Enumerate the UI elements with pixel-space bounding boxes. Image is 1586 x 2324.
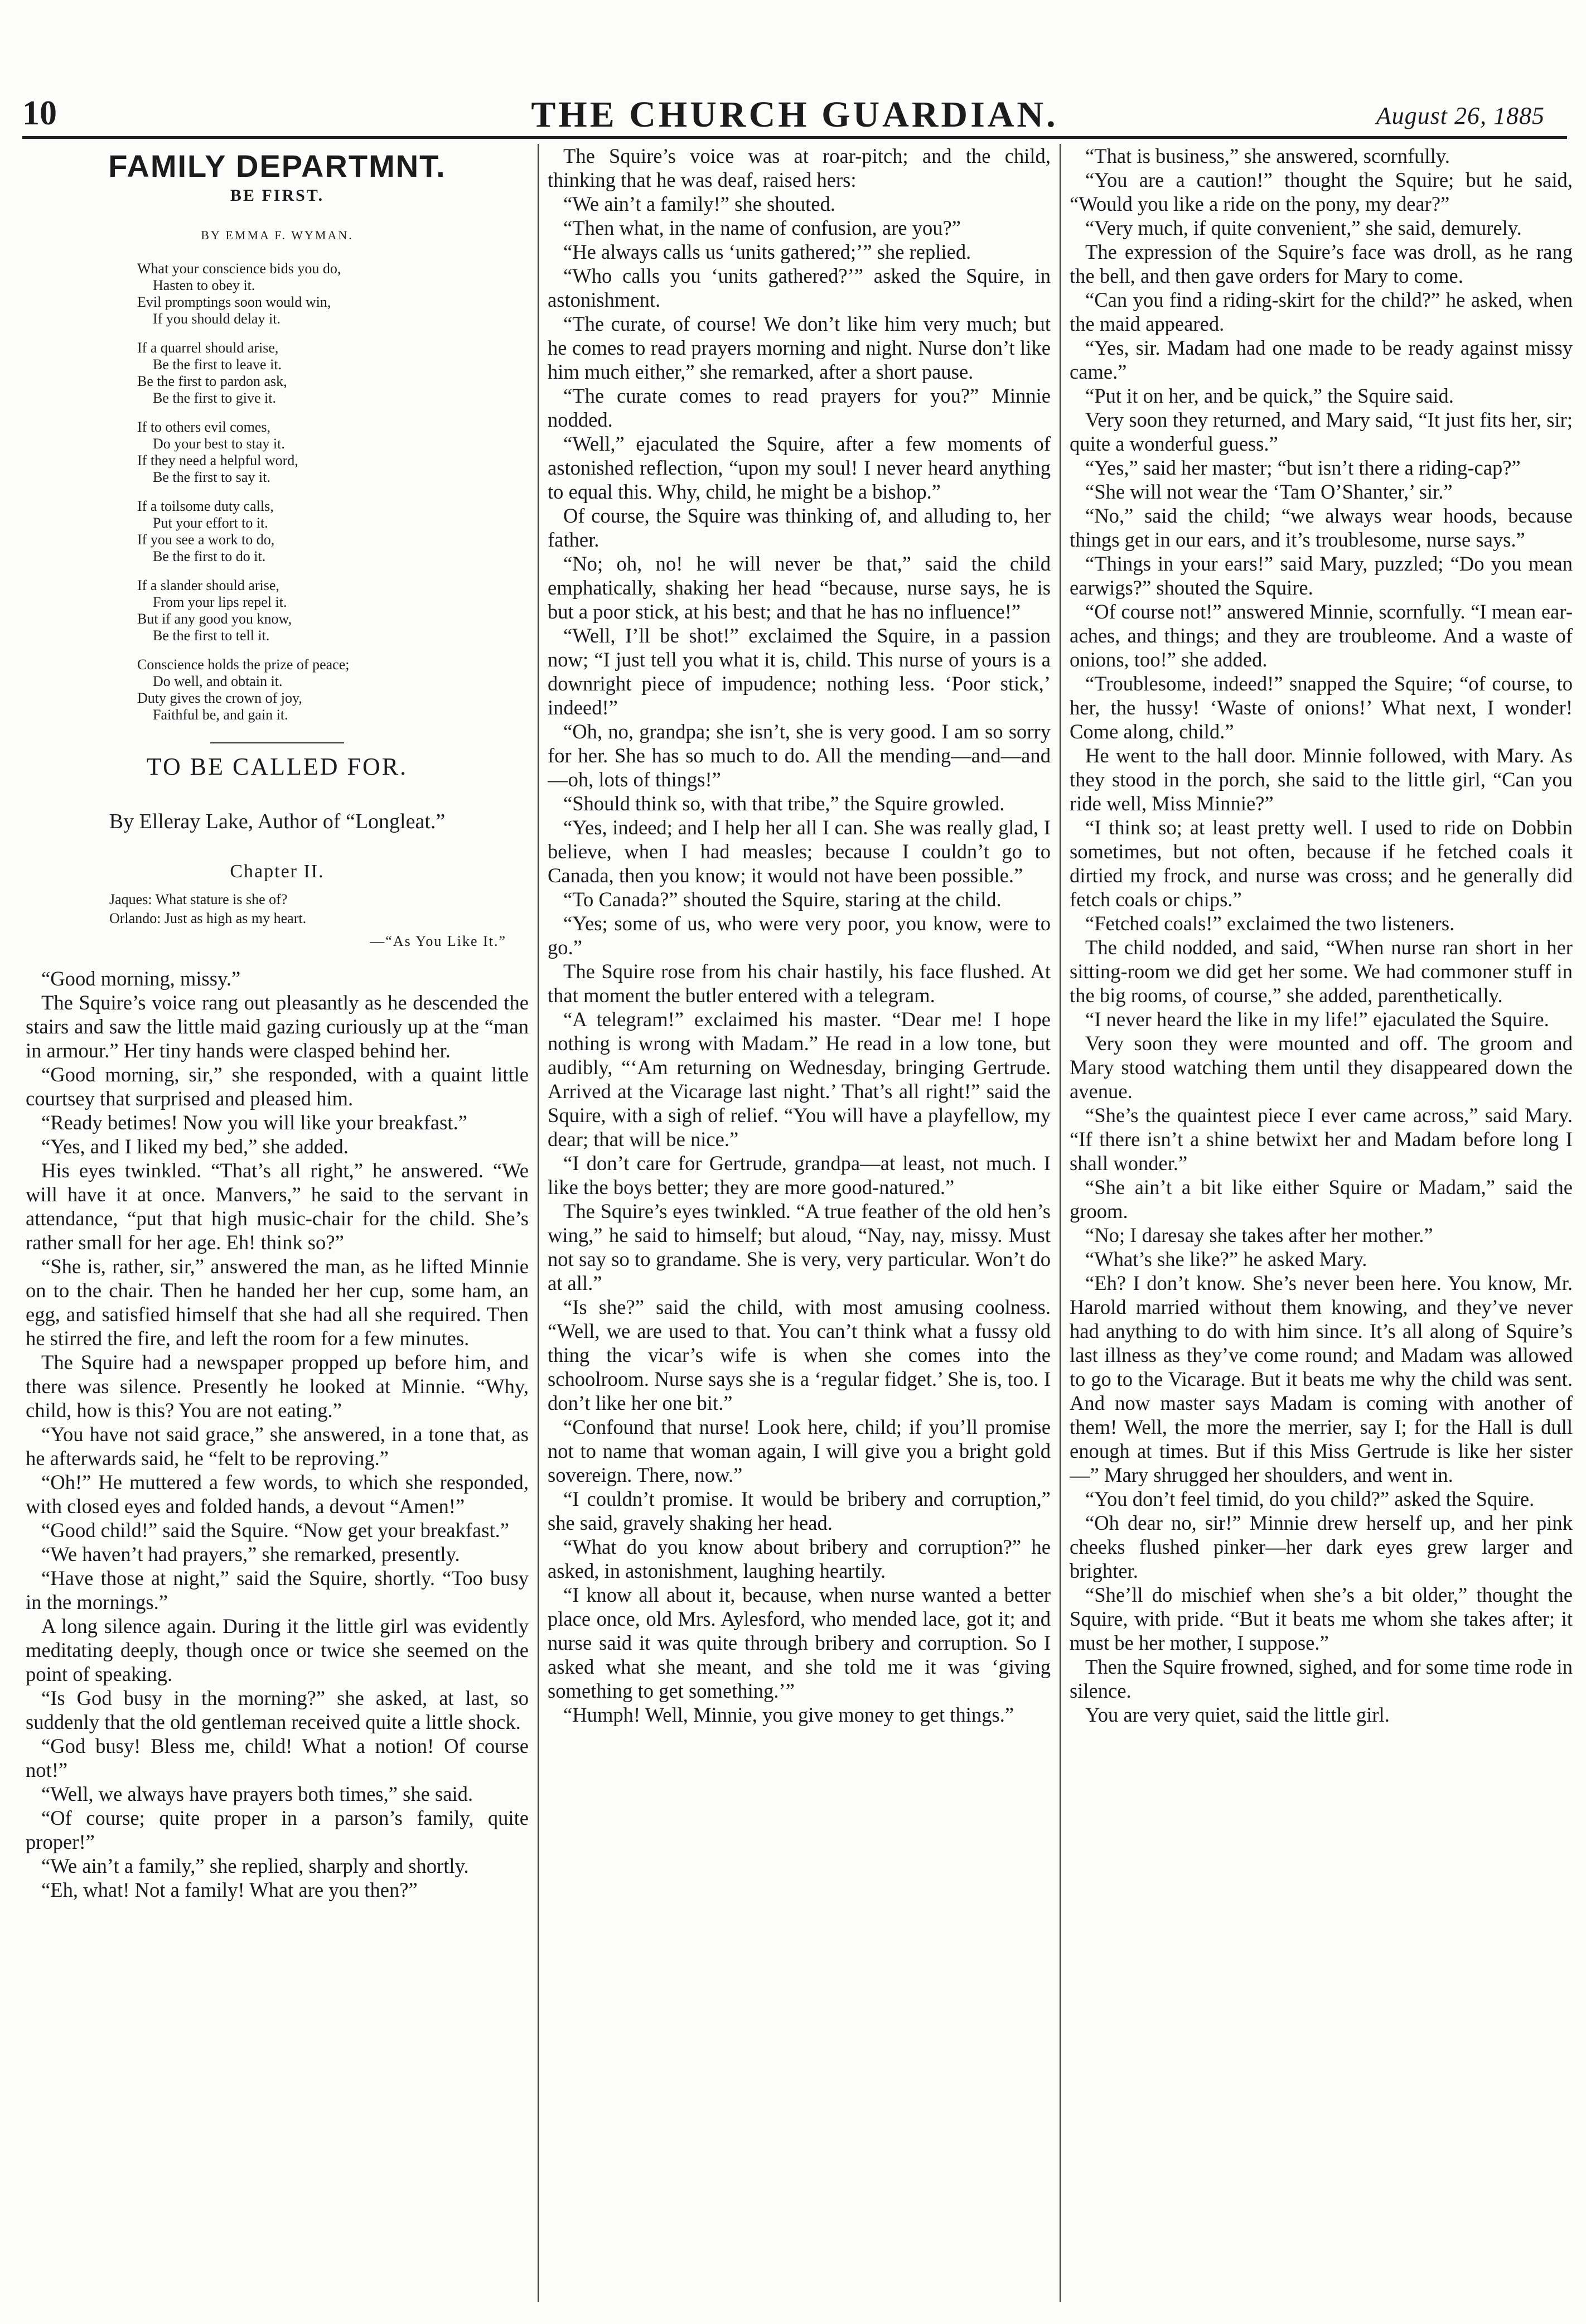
poem-stanza xyxy=(137,340,529,407)
story-paragraph: A long silence again. During it the little girl was evidently meditating deeply, though once or twice she seemed on the point of speaking. xyxy=(26,1615,529,1685)
epigraph-line: Orlando: Just as high as my heart. xyxy=(109,910,307,926)
story-paragraph: “Oh!” He muttered a few words, to which she responded, with closed eyes and folded hands, a devout “Amen!” xyxy=(26,1471,529,1518)
page-number: 10 xyxy=(22,94,57,132)
poem-line: Duty gives the crown of joy, xyxy=(137,690,302,706)
story-paragraph: “Should think so, with that tribe,” the Squire growled. xyxy=(563,792,1005,815)
poem-line: If a quarrel should arise, xyxy=(137,340,279,356)
poem-line: Be the first to say it. xyxy=(153,469,270,485)
column-3 xyxy=(1070,144,1573,2302)
masthead xyxy=(22,94,1567,133)
poem-stanza xyxy=(137,260,529,327)
story-paragraph: “No; I daresay she takes after her mother.” xyxy=(1085,1224,1433,1246)
story-paragraph: “Yes, indeed; and I help her all I can. She was really glad, I believe, when I had measles; because I couldn’t go to Canada, then you know; it would not have been possible.” xyxy=(548,816,1051,887)
column-2 xyxy=(548,144,1051,2302)
paper-title: THE CHURCH GUARDIAN. xyxy=(531,94,1058,135)
poem-line: Be the first to give it. xyxy=(153,390,276,406)
epigraph-source: —“As You Like It.” xyxy=(370,933,506,949)
story-paragraph: “Oh dear no, sir!” Minnie drew herself up, and her pink cheeks flushed pinker—her dark eyes grew larger and brighter. xyxy=(1070,1511,1573,1582)
story-title: TO BE CALLED FOR. xyxy=(146,753,408,780)
story-paragraph: “Yes, sir. Madam had one made to be ready against missy came.” xyxy=(1070,336,1573,383)
story-paragraph: “You don’t feel timid, do you child?” asked the Squire. xyxy=(1085,1487,1535,1510)
story-paragraph: “God busy! Bless me, child! What a notion! Of course not!” xyxy=(26,1734,529,1781)
story-paragraph: “I couldn’t promise. It would be bribery and corruption,” she said, gravely shaking her head. xyxy=(548,1487,1051,1534)
column-1-text xyxy=(26,967,529,1902)
story-paragraph: “He always calls us ‘units gathered;’” she replied. xyxy=(563,240,971,263)
poem-line: Be the first to pardon ask, xyxy=(137,373,287,389)
story-paragraph: The child nodded, and said, “When nurse ran short in her sitting-room we did get her some. We had commoner stuff in the big rooms, of course,” she added, parenthetically. xyxy=(1070,936,1573,1007)
poem-line: If to others evil comes, xyxy=(137,419,270,435)
story-paragraph: “Yes; some of us, who were very poor, you know, were to go.” xyxy=(548,912,1051,959)
story-paragraph: “Well,” ejaculated the Squire, after a few moments of astonished reflection, “upon my soul! I never heard anything to equal this. Why, child, he might be a bishop.” xyxy=(548,432,1051,503)
poem-line: Do well, and obtain it. xyxy=(153,673,283,689)
story-paragraph: “Very much, if quite convenient,” she said, demurely. xyxy=(1085,216,1522,239)
story-paragraph: “No,” said the child; “we always wear hoods, because things get in our ears, and it’s troublesome, nurse says.” xyxy=(1070,504,1573,551)
story-paragraph: “Is God busy in the morning?” she asked, at last, so suddenly that the old gentleman received quite a little shock. xyxy=(26,1687,529,1733)
story-paragraph: “She will not wear the ‘Tam O’Shanter,’ sir.” xyxy=(1085,480,1453,503)
story-paragraph: “We ain’t a family,” she replied, sharply and shortly. xyxy=(41,1854,469,1877)
story-paragraph: “Things in your ears!” said Mary, puzzled; “Do you mean earwigs?” shouted the Squire. xyxy=(1070,552,1573,599)
poem-author: BY EMMA F. WYMAN. xyxy=(201,228,354,242)
story-paragraph: “I don’t care for Gertrude, grandpa—at least, not much. I like the boys better; they are more good-natured.” xyxy=(548,1152,1051,1199)
story-paragraph: “Yes, and I liked my bed,” she added. xyxy=(41,1135,349,1158)
chapter-heading: Chapter II. xyxy=(230,861,325,882)
story-paragraph: “No; oh, no! he will never be that,” said the child emphatically, shaking her head “because, nurse says, he is but a poor stick, at his best; and that he has no influence!” xyxy=(548,552,1051,623)
story-paragraph: “Of course; quite proper in a parson’s family, quite proper!” xyxy=(26,1806,529,1853)
story-paragraph: “We haven’t had prayers,” she remarked, presently. xyxy=(41,1543,460,1566)
story-paragraph: “We ain’t a family!” she shouted. xyxy=(563,192,835,215)
story-paragraph: “She is, rather, sir,” answered the man, as he lifted Minnie on to the chair. Then he handed her her cup, some ham, an egg, and satisfied himself that she had all she required. Then he stirred the fire, and left the room for a few minutes. xyxy=(26,1255,529,1350)
story-paragraph: His eyes twinkled. “That’s all right,” he answered. “We will have it at once. Manvers,” he said to the servant in attendance, “put that high music-chair for the child. She’s rather small for her age. Eh! think so?” xyxy=(26,1159,529,1254)
column-2-text xyxy=(548,144,1051,1727)
issue-date: August 26, 1885 xyxy=(1376,102,1545,129)
story-paragraph: “Troublesome, indeed!” snapped the Squire; “of course, to her, the hussy! ‘Waste of onions!’ What next, I wonder! Come along, child.” xyxy=(1070,672,1573,743)
story-paragraph: The Squire’s voice rang out pleasantly as he descended the stairs and saw the little maid gazing curiously up at the “man in armour.” Her tiny hands were clasped behind her. xyxy=(26,991,529,1062)
poem-line: Hasten to obey it. xyxy=(153,277,255,293)
story-paragraph: Then the Squire frowned, sighed, and for some time rode in silence. xyxy=(1070,1655,1573,1702)
story-paragraph: “That is business,” she answered, scornfully. xyxy=(1085,144,1450,167)
story-paragraph: You are very quiet, said the little girl. xyxy=(1085,1703,1390,1726)
story-paragraph: “Have those at night,” said the Squire, shortly. “Too busy in the mornings.” xyxy=(26,1567,529,1613)
poem-line: Conscience holds the prize of peace; xyxy=(137,656,350,673)
poem-line: If you should delay it. xyxy=(153,311,281,327)
story-paragraph: “Eh, what! Not a family! What are you then?” xyxy=(41,1878,418,1901)
story-paragraph: “Oh, no, grandpa; she isn’t, she is very good. I am so sorry for her. She has so much to do. All the mending—and—and—oh, lots of things!” xyxy=(548,720,1051,791)
story-paragraph: The expression of the Squire’s face was droll, as he rang the bell, and then gave orders for Mary to come. xyxy=(1070,240,1573,287)
story-paragraph: The Squire had a newspaper propped up before him, and there was silence. Presently he looked at Minnie. “Why, child, how is this? You are not eating.” xyxy=(26,1351,529,1422)
story-paragraph: “To Canada?” shouted the Squire, staring at the child. xyxy=(563,888,1002,911)
story-paragraph: “What’s she like?” he asked Mary. xyxy=(1085,1248,1367,1270)
poem-title: BE FIRST. xyxy=(230,186,325,205)
poem-line: Faithful be, and gain it. xyxy=(153,707,288,723)
story-paragraph: “I never heard the like in my life!” ejaculated the Squire. xyxy=(1085,1008,1549,1031)
poem-stanza xyxy=(137,498,529,565)
story-paragraph: “The curate comes to read prayers for you?” Minnie nodded. xyxy=(548,384,1051,431)
story-paragraph: “She ain’t a bit like either Squire or Madam,” said the groom. xyxy=(1070,1176,1573,1223)
story-paragraph: “She’ll do mischief when she’s a bit older,” thought the Squire, with pride. “But it beats me whom she takes after; it must be her mother, I suppose.” xyxy=(1070,1583,1573,1654)
story-paragraph: Very soon they were mounted and off. The groom and Mary stood watching them until they disappeared down the avenue. xyxy=(1070,1032,1573,1103)
poem-line: But if any good you know, xyxy=(137,611,292,627)
poem-line: Evil promptings soon would win, xyxy=(137,294,331,310)
story-paragraph: “I think so; at least pretty well. I used to ride on Dobbin sometimes, but not often, because if he fetched coals it dirtied my frock, and nurse was cross; and he generally did fetch coals or chips.” xyxy=(1070,816,1573,911)
poem xyxy=(26,260,529,723)
story-paragraph: “Of course not!” answered Minnie, scornfully. “I mean ear-aches, and things; and they are troubleome. And a waste of onions, too!” she added. xyxy=(1070,600,1573,671)
story-paragraph: “What do you know about bribery and corruption?” he asked, in astonishment, laughing heartily. xyxy=(548,1535,1051,1582)
poem-stanza xyxy=(137,577,529,644)
story-paragraph: The Squire’s voice was at roar-pitch; and the child, thinking that he was deaf, raised hers: xyxy=(548,144,1051,191)
story-byline: By Elleray Lake, Author of “Longleat.” xyxy=(109,810,446,833)
story-paragraph: Of course, the Squire was thinking of, and alluding to, her father. xyxy=(548,504,1051,551)
story-paragraph: “Good morning, missy.” xyxy=(41,967,241,990)
column-3-text xyxy=(1070,144,1573,1727)
story-paragraph: “Humph! Well, Minnie, you give money to get things.” xyxy=(563,1703,1014,1726)
story-paragraph: “Well, I’ll be shot!” exclaimed the Squire, in a passion now; “I just tell you what it is, child. This nurse of yours is a downright piece of impudence; nothing less. ‘Poor stick,’ indeed!” xyxy=(548,624,1051,719)
poem-line: Do your best to stay it. xyxy=(153,436,285,452)
poem-line: If you see a work to do, xyxy=(137,532,275,548)
story-paragraph: “Good child!” said the Squire. “Now get your breakfast.” xyxy=(41,1519,509,1542)
story-paragraph: “Can you find a riding-skirt for the child?” he asked, when the maid appeared. xyxy=(1070,288,1573,335)
column-divider xyxy=(538,144,539,2302)
poem-stanza xyxy=(137,656,529,723)
poem-stanza xyxy=(137,419,529,486)
story-paragraph: “Ready betimes! Now you will like your breakfast.” xyxy=(41,1111,467,1134)
story-paragraph: “You have not said grace,” she answered, in a tone that, as he afterwards said, he “felt to be reproving.” xyxy=(26,1423,529,1470)
poem-line: If a toilsome duty calls, xyxy=(137,498,274,514)
story-paragraph: The Squire rose from his chair hastily, his face flushed. At that moment the butler entered with a telegram. xyxy=(548,960,1051,1007)
column-1 xyxy=(26,144,529,2302)
poem-line: What your conscience bids you do, xyxy=(137,260,341,277)
section-divider xyxy=(210,742,344,743)
story-paragraph: Very soon they returned, and Mary said, “It just fits her, sir; quite a wonderful guess.” xyxy=(1070,408,1573,455)
story-paragraph: “The curate, of course! We don’t like him very much; but he comes to read prayers morning and night. Nurse don’t like him much either,” she remarked, after a short pause. xyxy=(548,312,1051,383)
story-paragraph: “Then what, in the name of confusion, are you?” xyxy=(563,216,961,239)
story-paragraph: “Confound that nurse! Look here, child; if you’ll promise not to name that woman again, I will give you a bright gold sovereign. There, now.” xyxy=(548,1415,1051,1486)
story-paragraph: “She’s the quaintest piece I ever came across,” said Mary. “If there isn’t a shine betwixt her and Madam before long I shall wonder.” xyxy=(1070,1104,1573,1175)
story-paragraph: “Put it on her, and be quick,” the Squire said. xyxy=(1085,384,1454,407)
story-paragraph: “Eh? I don’t know. She’s never been here. You know, Mr. Harold married without them knowing, and they’ve never had anything to do with him since. It’s all along of Squire’s last illness as they’ve come round; and Madam was allowed to go to the Vicarage. But it beats me why the child was sent. And now master says Madam is coming with another of them! Well, the more the merrier, say I; for the Hall is dull enough at times. But if this Miss Gertrude is like her sister—” Mary shrugged her shoulders, and went in. xyxy=(1070,1272,1573,1486)
story-paragraph: “Who calls you ‘units gathered?’” asked the Squire, in astonishment. xyxy=(548,264,1051,311)
department-heading: FAMILY DEPARTMNT. xyxy=(108,148,446,183)
story-paragraph: “Good morning, sir,” she responded, with a quaint little courtsey that surprised and pleased him. xyxy=(26,1063,529,1110)
epigraph-line: Jaques: What stature is she of? xyxy=(109,891,288,907)
poem-line: From your lips repel it. xyxy=(153,594,287,610)
masthead-rule xyxy=(22,136,1567,139)
story-paragraph: “Is she?” said the child, with most amusing coolness. “Well, we are used to that. You can’t think what a fussy old thing the vicar’s wife is when she comes into the schoolroom. Nurse says she is a ‘regular fidget.’ She is, too. I don’t like her one bit.” xyxy=(548,1296,1051,1414)
story-paragraph: “Fetched coals!” exclaimed the two listeners. xyxy=(1085,912,1455,935)
story-paragraph: “You are a caution!” thought the Squire; but he said, “Would you like a ride on the pony, my dear?” xyxy=(1070,168,1573,215)
poem-line: Be the first to do it. xyxy=(153,548,266,564)
poem-line: If a slander should arise, xyxy=(137,577,279,593)
story-paragraph: “I know all about it, because, when nurse wanted a better place once, old Mrs. Aylesford, who mended lace, got it; and nurse said it was quite through bribery and corruption. So I asked what she meant, and she told me it was ‘giving something to get something.’” xyxy=(548,1583,1051,1702)
story-paragraph: He went to the hall door. Minnie followed, with Mary. As they stood in the porch, she said to the little girl, “Can you ride well, Miss Minnie?” xyxy=(1070,744,1573,815)
story-paragraph: “Well, we always have prayers both times,” she said. xyxy=(41,1782,473,1805)
poem-line: Be the first to tell it. xyxy=(153,627,270,644)
column-divider xyxy=(1060,144,1061,2302)
poem-line: If they need a helpful word, xyxy=(137,452,298,468)
story-paragraph: “A telegram!” exclaimed his master. “Dear me! I hope nothing is wrong with Madam.” He read in a low tone, but audibly, “‘Am returning on Wednesday, bringing Gertrude. Arrived at the Vicarage last night.’ That’s all right!” said the Squire, with a sigh of relief. “You will have a playfellow, my dear; that will be nice.” xyxy=(548,1008,1051,1151)
poem-line: Be the first to leave it. xyxy=(153,356,282,373)
poem-line: Put your effort to it. xyxy=(153,515,268,531)
story-paragraph: “Yes,” said her master; “but isn’t there a riding-cap?” xyxy=(1085,456,1521,479)
story-paragraph: The Squire’s eyes twinkled. “A true feather of the old hen’s wing,” he said to himself; but aloud, “Nay, nay, missy. Must not say so to grandame. She is very, very particular. Won’t do at all.” xyxy=(548,1200,1051,1294)
